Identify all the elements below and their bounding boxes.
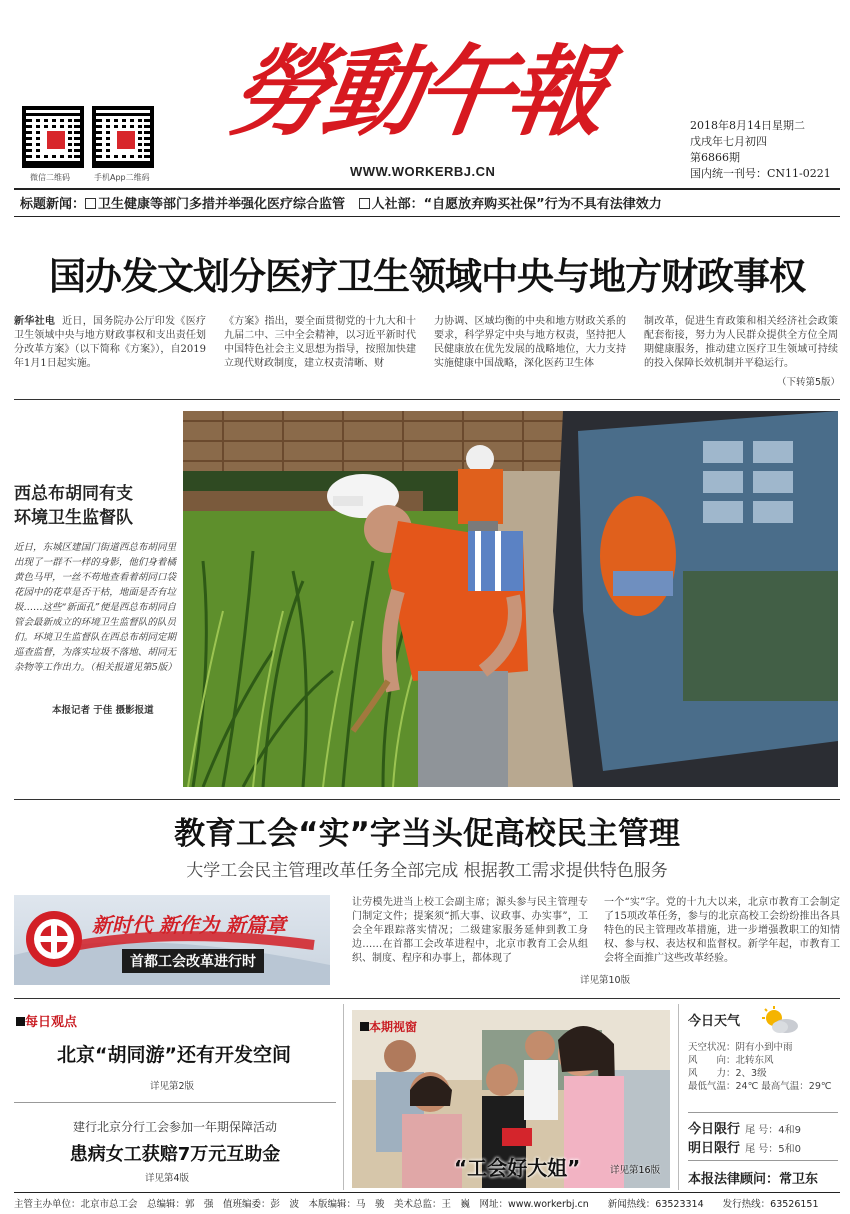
cn-number: 国内统一刊号：CN11-0221 [690,167,831,180]
divider [14,799,840,800]
site-url[interactable]: WWW.WORKERBJ.CN [350,164,496,179]
footer-credits: 主管主办单位：北京市总工会 总编辑：郭 强 值班编委：彭 波 本版编辑：马 骏 美术总监：王 巍 网址：www.workerbj.cn 新闻热线：63523314 发行热线：63526151 [14,1199,819,1210]
divider [14,216,840,217]
lead-column-2: 《方案》指出，要全面贯彻党的十九大和十九届二中、三中全会精神，以习近平新时代中国特色社会主义思想为指导，按照加快建立现代财政制度，建立权责清晰、财 [224,316,416,369]
partly-cloudy-icon [760,1006,800,1034]
lead-jump[interactable]: （下转第5版） [776,377,840,388]
photo-focus-tag [360,1018,417,1035]
divider [343,1004,344,1190]
worker-aid-jump[interactable]: 详见第4版 [145,1173,190,1184]
weather-details [688,1041,838,1093]
traffic-today [688,1118,801,1137]
weather-title: 今日天气 [688,1014,741,1029]
temperature: 最低气温：24℃ 最高气温：29℃ [688,1081,832,1092]
edu-subheadline: 大学工会民主管理改革任务全部完成 根据教工需求提供特色服务 [186,861,668,881]
photo-focus-image [352,1010,670,1188]
lead-column-1 [14,315,206,371]
divider [688,1112,838,1113]
divider [678,1004,679,1190]
qr-label-wechat: 微信二维码 [30,173,70,182]
wechat-qr-code[interactable] [22,106,84,168]
app-qr-code[interactable] [92,106,154,168]
photo-story-title-line: 西总布胡同有支 [14,484,133,504]
photo-workers-inspecting-garden [183,411,838,787]
traffic-tomorrow-label: 明日限行 [688,1141,741,1156]
newspaper-logo: 勞動午報 [223,35,609,150]
byline: 新华社电 [14,316,56,327]
banner-slogan: 新时代 新作为 新篇章 [92,913,286,937]
traffic-today-label: 今日限行 [688,1122,741,1137]
edu-column-1: 让劳模先进当上校工会副主席；源头参与民主管理专门制定文件；提案须“抓大事、议政事、办实事”，工会全年跟踪落实情况；二级建家服务延伸到教工身边……在首都工会改革进程中，北京市教育工会从组织、制度、程序和办事上，都体现了 [352,897,588,964]
daily-view-label: 每日观点 [25,1015,78,1030]
daily-view-tag [16,1011,77,1030]
weather-panel [688,1010,838,1093]
lead-column-3: 力协调、区域均衡的中央和地方财政关系的要求，科学界定中央与地方权责，坚持把人民健康放在优先发展的战略地位，大力支持实施健康中国战略，深化医药卫生体 [434,316,626,369]
divider [14,998,840,999]
legal-adviser: 本报法律顾问：常卫东 [688,1172,819,1187]
date-block [690,118,831,182]
edu-jump[interactable]: 详见第10版 [580,975,631,986]
photo-focus-jump[interactable]: 详见第16版 [610,1165,661,1176]
worker-aid-kicker: 建行北京分行工会参加一年期保障活动 [72,1120,277,1134]
lunar-date: 戊戌年七月初四 [690,135,767,148]
square-bullet-icon [16,1017,25,1026]
photo-focus-caption: “工会好大姐” [454,1156,581,1180]
divider [14,1192,840,1193]
headline-news-item[interactable]: 卫生健康等部门多措并举强化医疗综合监管 [98,197,346,212]
worker-aid-headline[interactable]: 患病女工获赔7万元互助金 [69,1144,281,1165]
traffic-today-value: 尾 号：4和9 [745,1125,802,1136]
daily-view-headline[interactable]: 北京“胡同游”还有开发空间 [57,1044,291,1066]
photo-story-title-line: 环境卫生监督队 [14,508,133,528]
divider [14,399,840,400]
main-photo [183,411,838,787]
headline-news-item[interactable]: 人社部：“自愿放弃购买社保”行为不具有法律效力 [371,197,662,212]
headline-news-bar [20,193,830,212]
edu-headline[interactable]: 教育工会“实”字当头促高校民主管理 [174,816,680,852]
headline-news-label: 标题新闻： [20,197,86,212]
divider [14,1102,336,1103]
sky-condition: 天空状况：阴有小到中雨 [688,1042,793,1053]
lead-text-1: 近日，国务院办公厅印发《医疗卫生领域中央与地方财政事权和支出责任划分改革方案》（以下简称《方案》），自2019年1月1日起实施。 [14,316,206,369]
edu-column-2: 一个“实”字。党的十九大以来，北京市教育工会制定了15项改革任务，参与的北京高校工会纷纷推出各具特色的民主管理改革措施，进一步增强教职工的知情权、参与权、表达权和监督权。新学年起，市教育工会将全面推广这些改革经验。 [604,897,840,964]
daily-view-jump[interactable]: 详见第2版 [150,1081,195,1092]
traffic-tomorrow-value: 尾 号：5和0 [745,1144,802,1155]
reform-banner [14,895,330,985]
wind-direction: 风 向：北转东风 [688,1055,774,1066]
lead-headline[interactable]: 国办发文划分医疗卫生领域中央与地方财政事权 [49,255,805,298]
divider [688,1160,838,1161]
checkbox-icon [85,198,96,209]
square-bullet-icon [360,1022,369,1031]
photo-story-title[interactable] [14,482,176,530]
photo-focus-label: 本期视窗 [369,1020,418,1034]
wind-force: 风 力：2、3级 [688,1068,767,1079]
photo-story-text: 近日，东城区建国门街道西总布胡同里出现了一群不一样的身影，他们身着橘黄色马甲，一丝不苟地查看着胡同口袋花园中的花草是否干枯，地面是否有垃圾……这些“新面孔”便是西总布胡同自管会最新成立的环境卫生监督队的队员们。环境卫生监督队在西总布胡同定期巡查监督，为落实垃圾不落地、胡同无杂物等工作出力。（相关报道见第5版） [14,542,177,673]
checkbox-icon [359,198,370,209]
qr-label-app: 手机App二维码 [94,173,150,182]
divider [14,188,840,190]
date: 2018年8月14日星期二 [690,119,805,132]
banner-subtitle: 首都工会改革进行时 [122,949,264,973]
lead-column-4: 制改革，促进生育政策和相关经济社会政策配套衔接，努力为人民群众提供全方位全周期健康服务，推动建立医疗卫生领域可持续的投入保障长效机制并平稳运行。 [644,316,838,369]
photo-credit: 本报记者 于佳 摄影报道 [52,705,154,716]
issue-number: 第6866期 [690,151,740,164]
traffic-tomorrow [688,1137,801,1156]
